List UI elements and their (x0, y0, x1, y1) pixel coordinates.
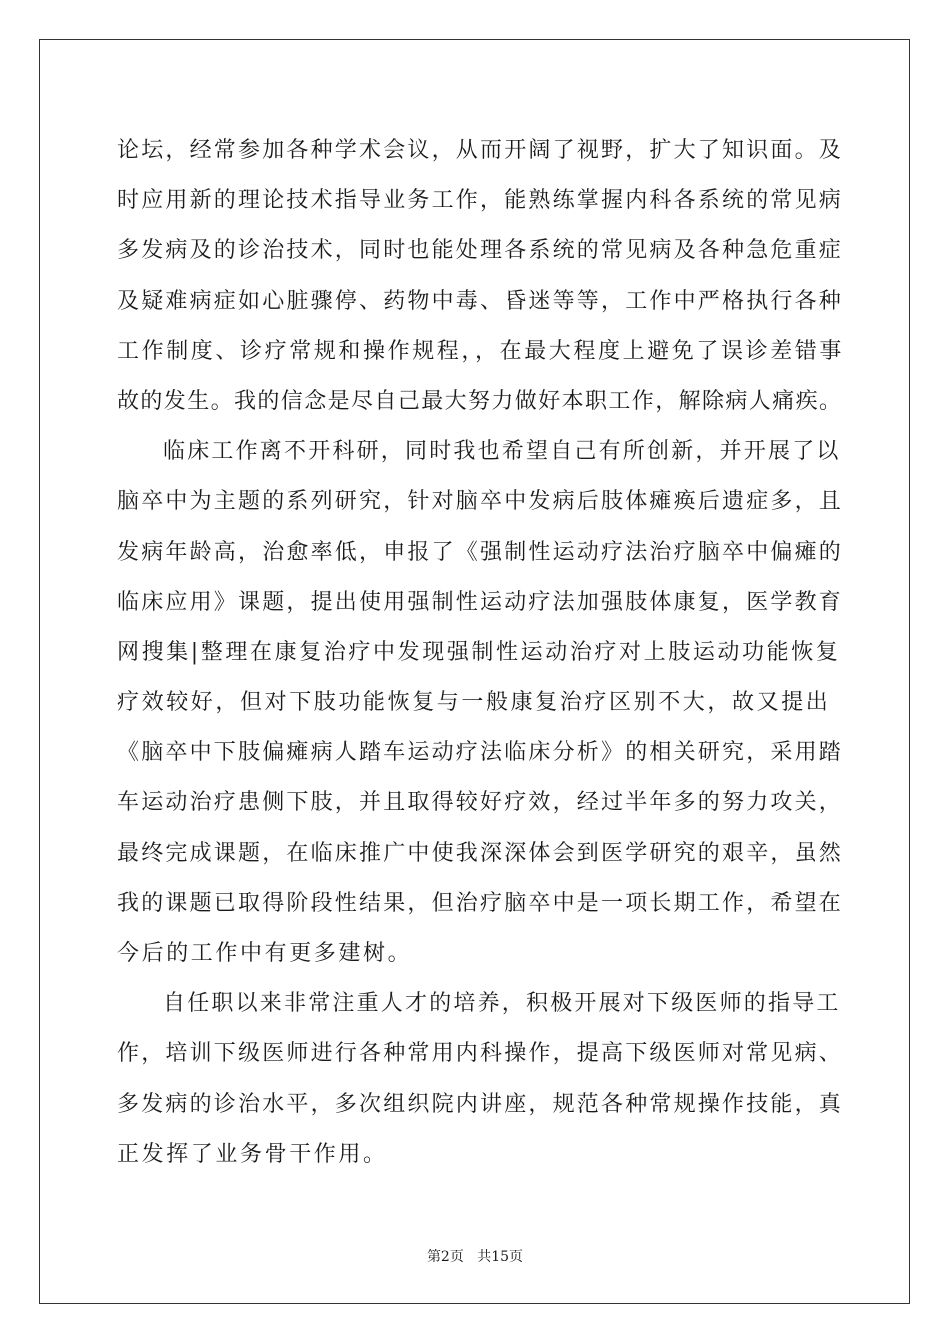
text-line: 故的发生。我的信念是尽自己最大努力做好本职工作，解除病人痛疾。 (117, 388, 843, 414)
page-number: 第2页 (426, 1249, 464, 1265)
paragraph-2 (117, 427, 845, 979)
text-line: 多发病的诊治水平，多次组织院内讲座，规范各种常规操作技能，真 (117, 1091, 844, 1117)
text-line: 发病年龄高，治愈率低，申报了《强制性运动疗法治疗脑卒中偏瘫的 (117, 539, 844, 565)
text-line: 工作制度、诊疗常规和操作规程，，在最大程度上避免了误诊差错事 (117, 338, 845, 364)
text-line: 多发病及的诊治技术，同时也能处理各系统的常见病及各种急危重症 (117, 238, 844, 264)
text-line: 自任职以来非常注重人才的培养，积极开展对下级医师的指导工 (163, 991, 841, 1017)
text-line: 车运动治疗患侧下肢，并且取得较好疗效，经过半年多的努力攻关， (117, 790, 844, 816)
page-total: 共15页 (477, 1249, 524, 1265)
text-line: 今后的工作中有更多建树。 (117, 941, 413, 966)
text-line: 《脑卒中下肢偏瘫病人踏车运动疗法临床分析》的相关研究，采用踏 (117, 740, 844, 766)
text-line: 时应用新的理论技术指导业务工作，能熟练掌握内科各系统的常见病 (117, 188, 844, 214)
document-body (117, 126, 845, 1180)
text-line: 临床工作离不开科研，同时我也希望自己有所创新，并开展了以 (163, 439, 841, 465)
paragraph-1 (117, 126, 845, 427)
text-line: 网搜集|整理在康复治疗中发现强制性运动治疗对上肢运动功能恢复 (117, 639, 841, 665)
text-line: 最终完成课题，在临床推广中使我深深体会到医学研究的艰辛，虽然 (117, 840, 844, 866)
text-line: 及疑难病症如心脏骤停、药物中毒、昏迷等等，工作中严格执行各种 (117, 288, 844, 314)
text-line: 临床应用》课题，提出使用强制性运动疗法加强肢体康复，医学教育 (117, 589, 844, 615)
text-line: 我的课题已取得阶段性结果，但治疗脑卒中是一项长期工作，希望在 (117, 890, 844, 916)
text-line: 脑卒中为主题的系列研究，针对脑卒中发病后肢体瘫痪后遗症多，且 (117, 489, 844, 515)
text-line: 论坛，经常参加各种学术会议，从而开阔了视野，扩大了知识面。及 (117, 138, 844, 163)
text-line: 作，培训下级医师进行各种常用内科操作，提高下级医师对常见病、 (117, 1041, 844, 1067)
page-footer (0, 1247, 950, 1267)
text-line: 疗效较好，但对下肢功能恢复与一般康复治疗区别不大，故又提出 (117, 690, 831, 716)
paragraph-3 (117, 979, 845, 1180)
text-line: 正发挥了业务骨干作用。 (117, 1141, 388, 1167)
